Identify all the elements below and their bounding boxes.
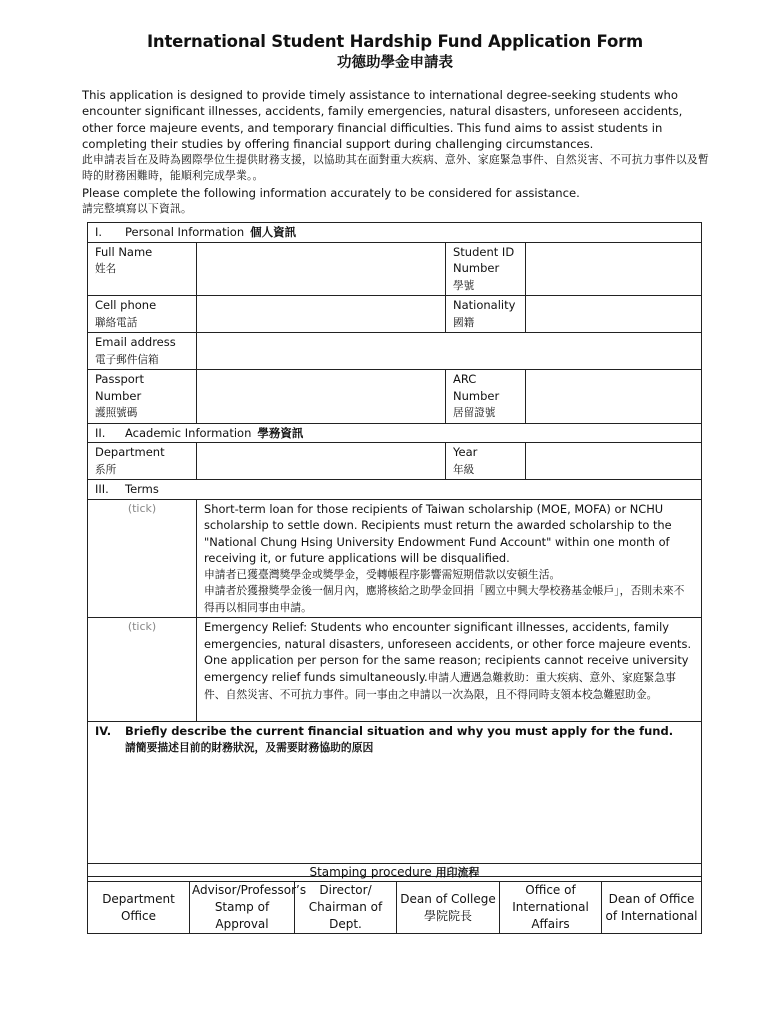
tick-box-loan[interactable]: (tick) bbox=[88, 499, 197, 618]
cell-phone-label: Cell phone 聯絡電話 bbox=[88, 296, 197, 333]
stamp-department-office: Department Office bbox=[88, 882, 190, 934]
department-label: Department 系所 bbox=[88, 443, 197, 480]
year-field[interactable] bbox=[526, 443, 702, 480]
section-personal-header bbox=[88, 223, 702, 243]
section-title-cn: 學務資訊 bbox=[257, 425, 304, 440]
form-subtitle: 功德助學金申請表 bbox=[337, 55, 453, 71]
stamping-columns bbox=[88, 882, 702, 934]
intro-instruction-cn: 請完整填寫以下資訊。 bbox=[82, 202, 192, 216]
full-name-label: Full Name 姓名 bbox=[88, 242, 197, 296]
section-title: Personal Information bbox=[125, 225, 245, 239]
stamp-director: Director/ Chairman of Dept. bbox=[295, 882, 397, 934]
stamping-header bbox=[88, 864, 702, 882]
arc-label: ARC Number 居留證號 bbox=[446, 370, 526, 424]
section-number: II. bbox=[95, 425, 106, 440]
section-number: III. bbox=[95, 482, 109, 496]
term-short-term-loan bbox=[88, 499, 702, 618]
intro-instruction-en: Please complete the following information accurately to be considered for assistance. bbox=[82, 185, 580, 200]
section-academic-header bbox=[88, 423, 702, 443]
row-passport-arc bbox=[88, 370, 702, 424]
application-table bbox=[87, 222, 702, 877]
tick-box-emergency[interactable]: (tick) bbox=[88, 618, 197, 722]
passport-field[interactable] bbox=[197, 370, 446, 424]
department-field[interactable] bbox=[197, 443, 446, 480]
stamping-table bbox=[87, 863, 702, 934]
email-field[interactable] bbox=[197, 333, 702, 370]
financial-situation-field[interactable] bbox=[88, 722, 702, 877]
section-number: IV. bbox=[95, 724, 112, 738]
year-label: Year 年級 bbox=[446, 443, 526, 480]
term-loan-text: Short-term loan for those recipients of Taiwan scholarship (MOE, MOFA) or NCHU scholarship to settle down. Recipients must return the awarded scholarship to the "National Chung Hsing University Endowment Fund Account" within one month of receiving it, or future applications will be disqualified. 申請者已獲臺灣獎學金或獎學金，受轉帳程序影響需短期借款以安頓生活。 申請者於獲撥獎學金後一個月內，應將核給之助學金回捐「國立中興大學校務基金帳戶」，否則未來不得再以相同事由申請。 bbox=[197, 499, 702, 618]
cell-phone-field[interactable] bbox=[197, 296, 446, 333]
row-name-id bbox=[88, 242, 702, 296]
stamping-title: Stamping procedure bbox=[309, 865, 432, 879]
section-title: Terms bbox=[125, 482, 159, 496]
intro-cn-paragraph: 此申請表旨在及時為國際學位生提供財務支援，以協助其在面對重大疾病、意外、家庭緊急事件、自然災害、不可抗力事件以及暫時的財務困難時，能順利完成學業。。 bbox=[82, 153, 709, 183]
stamp-dean-college: Dean of College 學院院長 bbox=[397, 882, 500, 934]
full-name-field[interactable] bbox=[197, 242, 446, 296]
arc-field[interactable] bbox=[526, 370, 702, 424]
email-label: Email address 電子郵件信箱 bbox=[88, 333, 197, 370]
section-terms-header bbox=[88, 480, 702, 500]
describe-section bbox=[88, 722, 702, 877]
stamp-oia: Office of International Affairs bbox=[500, 882, 602, 934]
section-title: Briefly describe the current financial situation and why you must apply for the fund. bbox=[125, 724, 674, 738]
stamping-title-cn: 用印流程 bbox=[435, 866, 480, 879]
term-emergency-relief bbox=[88, 618, 702, 722]
nationality-field[interactable] bbox=[526, 296, 702, 333]
section-title: Academic Information bbox=[125, 425, 252, 440]
stamp-advisor: Advisor/Professor’s Stamp of Approval bbox=[190, 882, 295, 934]
student-id-field[interactable] bbox=[526, 242, 702, 296]
intro-text bbox=[82, 87, 712, 217]
student-id-label: Student ID Number 學號 bbox=[446, 242, 526, 296]
row-phone-nationality bbox=[88, 296, 702, 333]
section-title-cn: 請簡要描述目前的財務狀況，及需要財務協助的原因 bbox=[125, 740, 374, 754]
row-email bbox=[88, 333, 702, 370]
intro-en-paragraph: This application is designed to provide timely assistance to international degree-seeking students who encounter significant illnesses, accidents, family emergencies, natural disasters, unforeseen accidents, other force majeure events, and temporary financial difficulties. This fund aims to assist students in completing their studies by offering financial support during challenging circumstances. bbox=[82, 88, 683, 151]
form-title: International Student Hardship Fund Application Form bbox=[146, 32, 644, 51]
nationality-label: Nationality 國籍 bbox=[446, 296, 526, 333]
section-title-cn: 個人資訊 bbox=[250, 225, 297, 239]
term-emergency-text: Emergency Relief: Students who encounter significant illnesses, accidents, family emergencies, natural disasters, unforeseen accidents, or other force majeure events. One application per person for the same reason; recipients cannot receive university emergency relief funds simultaneously.申請人遭遇急難救助：重大疾病、意外、家庭緊急事件、自然災害、不可抗力事件。同一事由之申請以一次為限，且不得同時支領本校急難慰助金。 bbox=[197, 618, 702, 722]
row-dept-year bbox=[88, 443, 702, 480]
passport-label: Passport Number 護照號碼 bbox=[88, 370, 197, 424]
section-number: I. bbox=[95, 225, 103, 239]
stamp-dean-oia: Dean of Office of International bbox=[602, 882, 702, 934]
